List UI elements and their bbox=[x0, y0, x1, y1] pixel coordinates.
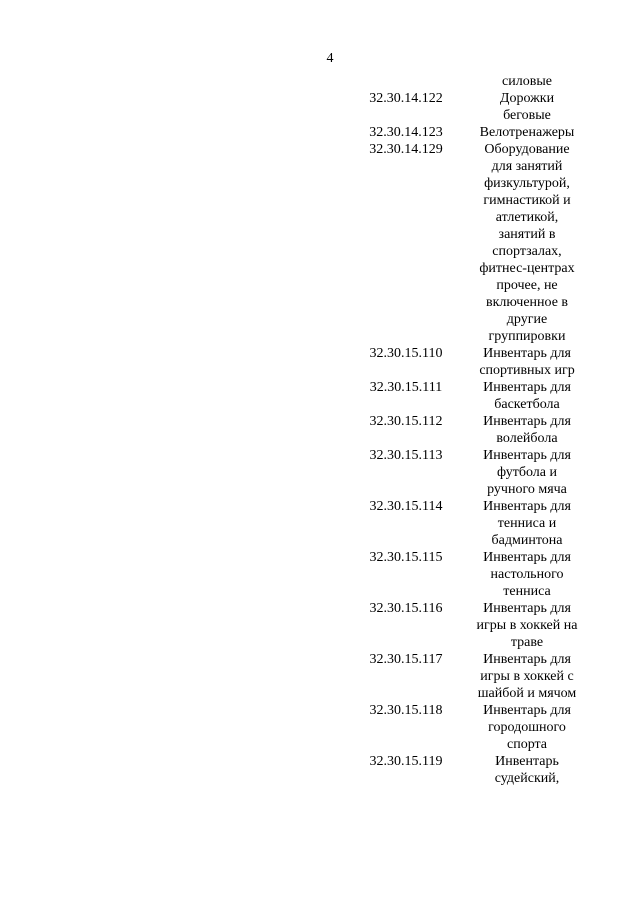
row-code: 32.30.14.129 bbox=[369, 142, 443, 157]
row-code: 32.30.15.115 bbox=[369, 550, 443, 565]
row-name: Инвентарь для игры в хоккей с шайбой и мячом bbox=[477, 652, 577, 701]
row-name: Инвентарь для волейбола bbox=[483, 414, 571, 446]
row-name: Инвентарь для городошного спорта bbox=[483, 703, 571, 752]
row-name: Оборудование для занятий физкультурой, гимнастикой и атлетикой, занятий в спортзалах, фитнес-центрах прочее, не включенное в другие группировки bbox=[479, 142, 575, 344]
row-code: 32.30.15.114 bbox=[369, 499, 443, 514]
table-row bbox=[340, 702, 610, 753]
row-name: Инвентарь для футбола и ручного мяча bbox=[483, 448, 571, 497]
row-code: 32.30.15.110 bbox=[369, 346, 443, 361]
page-number: 4 bbox=[326, 51, 334, 66]
classification-table bbox=[340, 73, 610, 787]
table-row bbox=[340, 600, 610, 651]
row-name: Дорожки беговые bbox=[499, 91, 555, 123]
table-row bbox=[340, 124, 610, 141]
row-code: 32.30.14.123 bbox=[369, 125, 443, 140]
row-name: Инвентарь для настольного тенниса bbox=[483, 550, 571, 599]
table-row bbox=[340, 651, 610, 702]
row-code: 32.30.14.122 bbox=[369, 91, 443, 106]
table-row bbox=[340, 413, 610, 447]
row-code: 32.30.15.117 bbox=[369, 652, 443, 667]
table-row bbox=[340, 345, 610, 379]
row-code: 32.30.15.112 bbox=[369, 414, 443, 429]
table-row bbox=[340, 141, 610, 345]
table-row bbox=[340, 549, 610, 600]
row-code: 32.30.15.113 bbox=[369, 448, 443, 463]
row-name: Инвентарь для тенниса и бадминтона bbox=[483, 499, 571, 548]
table-row bbox=[340, 753, 610, 787]
row-name: Инвентарь для спортивных игр bbox=[479, 346, 575, 378]
row-code: 32.30.15.118 bbox=[369, 703, 443, 718]
row-name: Инвентарь для игры в хоккей на траве bbox=[476, 601, 578, 650]
table-row bbox=[340, 498, 610, 549]
row-name: силовые bbox=[502, 74, 552, 89]
table-row bbox=[340, 90, 610, 124]
table-row bbox=[340, 379, 610, 413]
row-name: Инвентарь судейский, bbox=[494, 754, 560, 786]
table-row bbox=[340, 447, 610, 498]
row-code: 32.30.15.119 bbox=[369, 754, 443, 769]
row-code: 32.30.15.116 bbox=[369, 601, 443, 616]
row-code: 32.30.15.111 bbox=[369, 380, 443, 395]
row-name: Велотренажеры bbox=[479, 125, 575, 140]
row-name: Инвентарь для баскетбола bbox=[483, 380, 571, 412]
table-row bbox=[340, 73, 610, 90]
